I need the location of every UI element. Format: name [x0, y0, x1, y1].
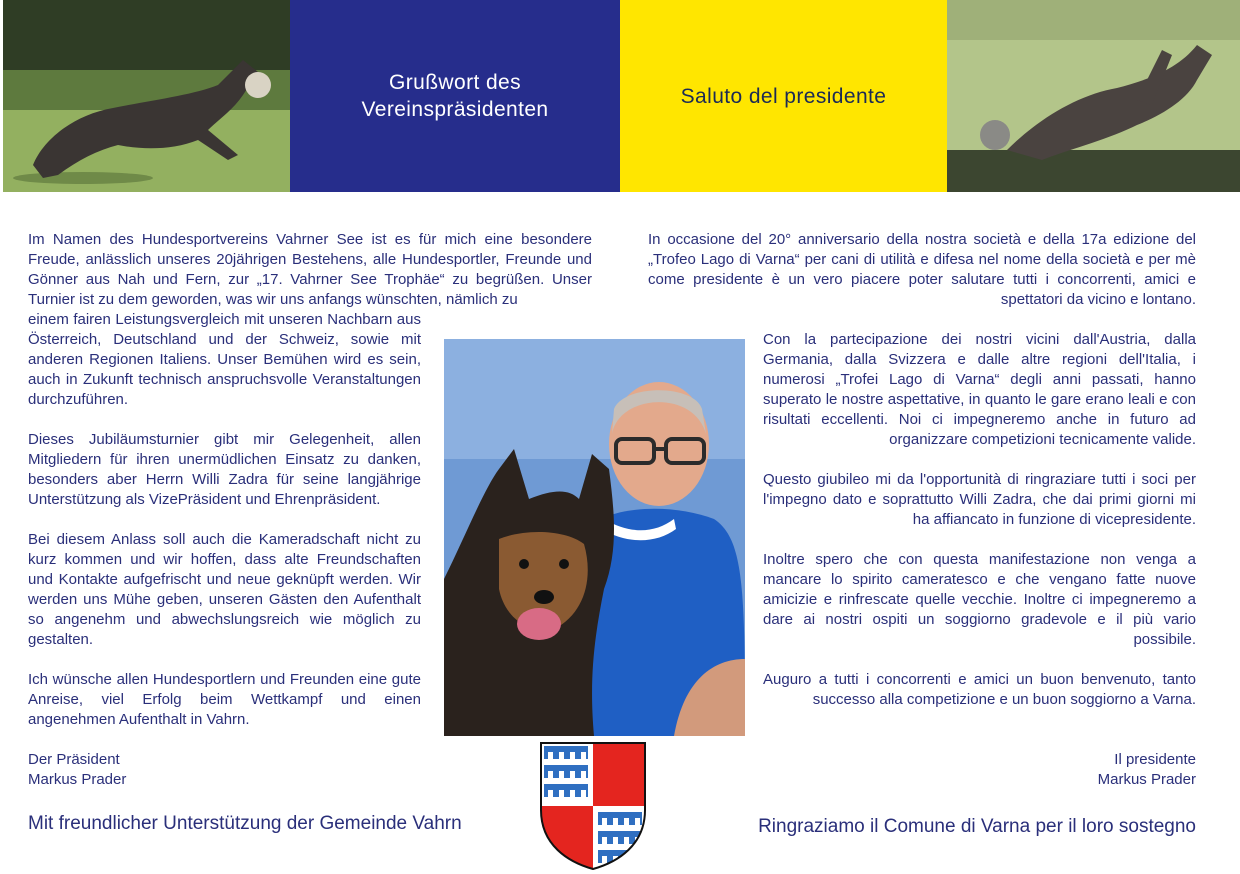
- italian-signature-name: Markus Prader: [1097, 771, 1196, 788]
- italian-support-line: Ringraziamo il Comune di Varna per il loro sostegno: [758, 816, 1196, 837]
- title-italian: Saluto del presidente: [680, 84, 887, 108]
- german-paragraph-4: Ich wünsche allen Hundesportlern und Freunden eine gute Anreise, viel Erfolg beim Wettkampf und einen angenehmen Aufenthalt in Vahrn.: [28, 671, 421, 728]
- italian-paragraph-4: Inoltre spero che con questa manifestazione non venga a mancare lo spirito cameratesco e che vengano fatte nuove amicizie e rinfrescate quelle vecchie. Inoltre ci impegneremo a dare ai nostri ospiti un soggiorno gradevole e il più vario possibile.: [763, 551, 1196, 648]
- dog-jumping-photo-left: [3, 0, 290, 192]
- german-signature-name: Markus Prader: [28, 771, 127, 788]
- italian-paragraph-3: Questo giubileo mi da l'opportunità di ringraziare tutti i soci per l'impegno dato e soprattutto Willi Zadra, che dai primi giorni mi ha affiancato in funzione di vicepresidente.: [763, 471, 1196, 528]
- german-signature-role: Der Präsident: [28, 751, 120, 768]
- italian-paragraph-2: Con la partecipazione dei nostri vicini dall'Austria, dalla Germania, dalla Svizzera e dalle altre regioni dell'Italia, i numerosi „Trofei Lago di Varna“ degli anni passati, hanno superato le nostre aspettative, in quanto le gare erano leali e con risultati eccellenti. Noi ci impegneremo anche in futuro ad organizzare competizioni tecnicamente valide.: [763, 331, 1196, 448]
- dog-jumping-photo-right: [947, 0, 1240, 192]
- german-support-line: Mit freundlicher Unterstützung der Gemeinde Vahrn: [28, 813, 462, 834]
- title-band-german: [290, 0, 620, 192]
- italian-paragraph-5: Auguro a tutti i concorrenti e amici un buon benvenuto, tanto successo alla competizione e un buon soggiorno a Varna.: [763, 671, 1196, 708]
- german-paragraph-1a: Im Namen des Hundesportvereins Vahrner See ist es für mich eine besondere Freude, anlässlich unseres 20jährigen Bestehens, alle Hundesportler, Freunde und Gönner aus Nah und Fern, zur „17. Vahrner See Trophäe“ zu begrüßen. Unser Turnier ist zu dem geworden, was wir uns anfangs wünschten, nämlich zu: [28, 231, 592, 308]
- german-paragraph-1b: einem fairen Leistungsvergleich mit unseren Nachbarn aus Österreich, Deutschland und der Schweiz, sowie mit anderen Regionen Italiens. Unser Bemühen wird es sein, auch in Zukunft technisch anspruchsvolle Veranstaltungen durchzuführen.: [28, 311, 421, 408]
- title-band-italian: [620, 0, 947, 192]
- german-paragraph-2: Dieses Jubiläumsturnier gibt mir Gelegenheit, allen Mitgliedern für ihren unermüdlichen Einsatz zu danken, besonders aber Herrn Willi Zadra für seine langjährige Unterstützung als VizePräsident und Ehrenpräsident.: [28, 431, 421, 508]
- italian-signature-role: Il presidente: [1114, 751, 1196, 768]
- title-german-line1: Grußwort des: [389, 71, 521, 94]
- italian-paragraph-1: In occasione del 20° anniversario della nostra società e della 17a edizione del „Trofeo Lago di Varna“ per cani di utilità e difesa nel nome della società e per mè come presidente è un vero piacere poter salutare tutti i concorrenti, amici e spettatori da vicino e lontano.: [648, 231, 1196, 308]
- german-paragraph-3: Bei diesem Anlass soll auch die Kameradschaft nicht zu kurz kommen und wir hoffen, dass alte Freundschaften und Kontakte aufgefrischt und neue geknüpft werden. Wir werden uns Mühe geben, unseren Gästen den Aufenthalt so angenehm und abwechslungsreich wie möglich zu gestalten.: [28, 531, 421, 648]
- title-german-line2: Vereinspräsidenten: [361, 98, 549, 121]
- municipality-coat-of-arms: [538, 740, 648, 872]
- header-banner: [3, 0, 1240, 192]
- president-with-dog-photo: [444, 339, 745, 736]
